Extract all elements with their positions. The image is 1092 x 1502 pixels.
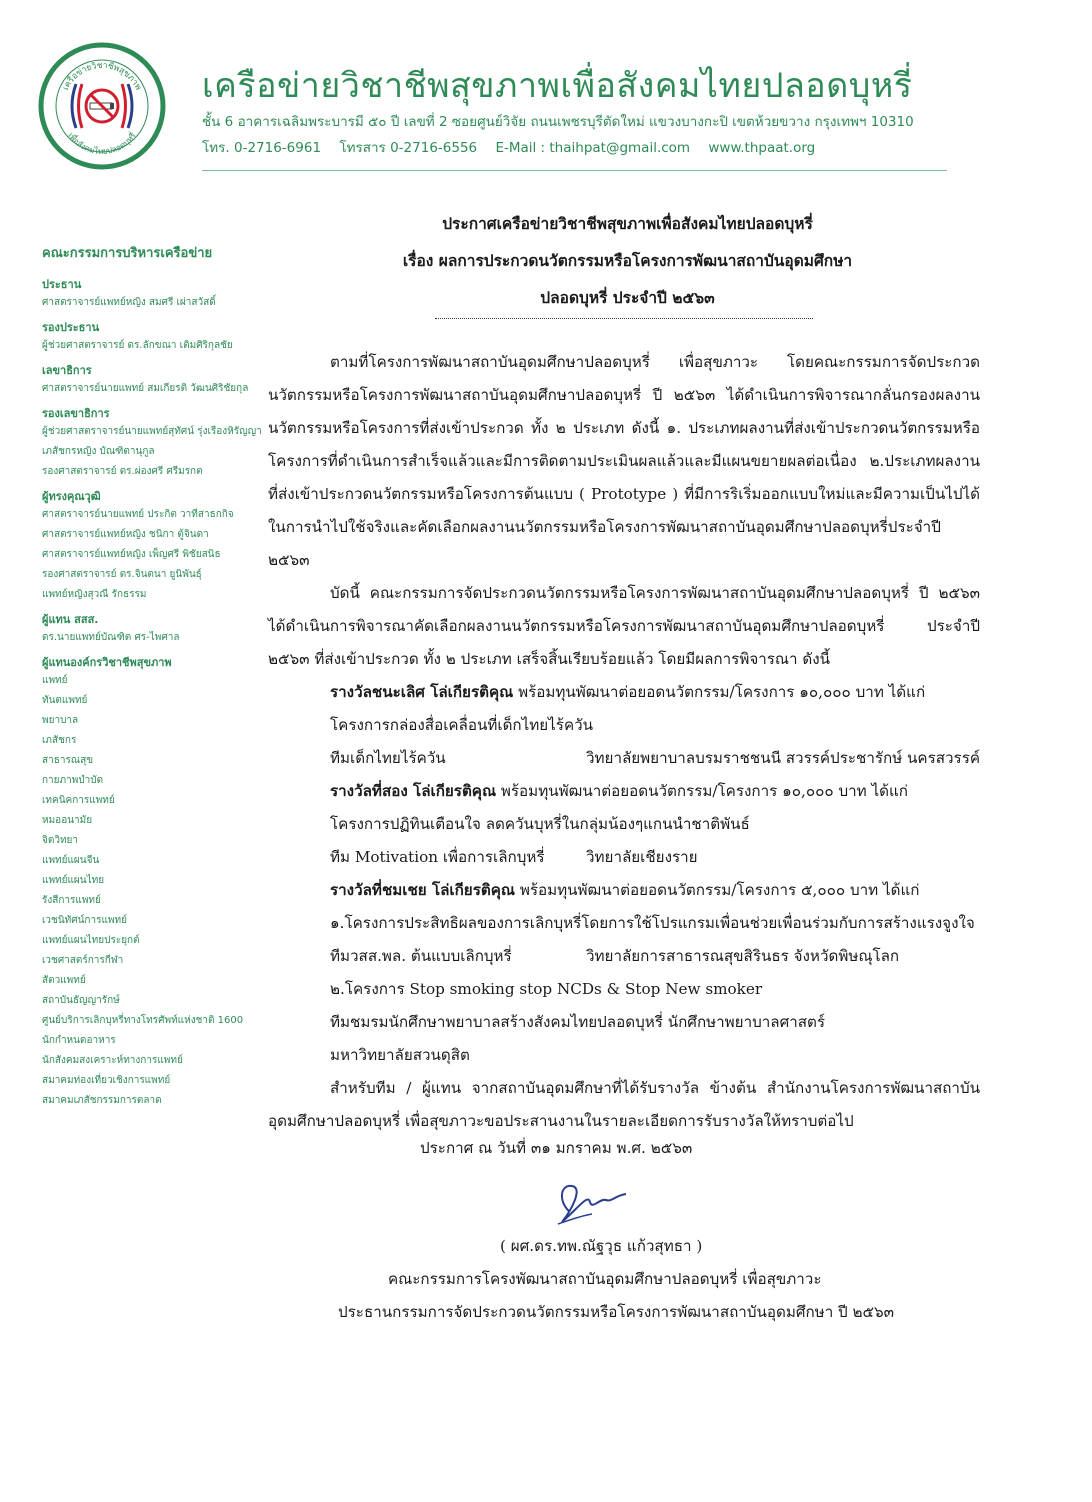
award-honorable-title: รางวัลที่ชมเชย โล่เกียรติคุณ: [330, 881, 515, 899]
fax-number: โทรสาร 0-2716-6556: [339, 140, 478, 156]
organization-address: ชั้น 6 อาคารเฉลิมพระบารมี ๕๐ ปี เลขที่ 2 ซอยศูนย์วิจัย ถนนเพชรบุรีตัดใหม่ แขวงบางกะปิ เขตห้วยขวาง กรุงเทพฯ 10310: [202, 114, 914, 130]
committee-member: พยาบาล: [42, 715, 79, 726]
email-address: E-Mail : thaihpat@gmail.com: [495, 140, 691, 156]
svg-text:เพื่อสังคมไทยปลอดบุหรี่: [66, 129, 138, 156]
award-second-team: ทีม Motivation เพื่อการเลิกบุหรี่: [330, 848, 545, 866]
committee-group: [42, 489, 270, 605]
award-first-team: ทีมเด็กไทยไร้ควัน: [330, 749, 446, 767]
committee-member: ศูนย์บริการเลิกบุหรี่ทางโทรศัพท์แห่งชาติ 1600: [42, 1015, 244, 1026]
award-honorable-institution-1: วิทยาลัยการสาธารณสุขสิรินธร จังหวัดพิษณุโลก: [586, 947, 900, 965]
award-first-institution: วิทยาลัยพยาบาลบรมราชชนนี สวรรค์ประชารักษ์ นครสวรรค์: [586, 749, 981, 767]
award-honorable-project-1: ๑.โครงการประสิทธิผลของการเลิกบุหรี่โดยการใช้โปรแกรมเพื่อนช่วยเพื่อนร่วมกับการสร้างแรงจูงใจ: [330, 914, 975, 932]
committee-group: [42, 406, 270, 482]
paragraph-intro: ตามที่โครงการพัฒนาสถาบันอุดมศึกษาปลอดบุหรี่ เพื่อสุขภาวะ โดยคณะกรรมการจัดประกวดนวัตกรรมหรือโครงการพัฒนาสถาบันอุดมศึกษาปลอดบุหรี่ ปี ๒๕๖๓ ได้ดำเนินการพิจารณากลั่นกรองผลงานนวัตกรรมหรือโครงการที่ส่งเข้าประกวด ทั้ง ๒ ประเภท ดังนี้ ๑. ประเภทผลงานที่ส่งเข้าประกวดนวัตกรรมหรือโครงการที่ดำเนินการสำเร็จแล้วและมีการติดตามประเมินผลแล้วและมีแผนขยายผลต่อเนื่อง ๒.ประเภทผลงานที่ส่งเข้าประกวดนวัตกรรมหรือโครงการต้นแบบ ( Prototype ) ที่มีการริเริ่มออกแบบใหม่และมีความเป็นไปได้ในการนำไปใช้จริงและคัดเลือกผลงานนวัตกรรมหรือโครงการพัฒนาสถาบันอุดมศึกษาปลอดบุหรี่ประจำปี ๒๕๖๓: [268, 353, 980, 569]
committee-group: [42, 320, 270, 356]
award-second-institution: วิทยาลัยเชียงราย: [586, 848, 698, 866]
award-second: [330, 775, 980, 808]
committee-member: ผู้ช่วยศาสตราจารย์ ดร.ลักขณา เติมศิริกุลชัย: [42, 340, 233, 351]
header-divider: [202, 170, 947, 171]
committee-member: สมาคมเภสัชกรรมการตลาด: [42, 1095, 162, 1106]
committee-member: แพทย์: [42, 675, 68, 686]
logo-bottom-text: เพื่อสังคมไทยปลอดบุหรี่: [66, 131, 138, 157]
award-second-desc: พร้อมทุนพัฒนาต่อยอดนวัตกรรม/โครงการ ๑๐,๐๐๐ บาท ได้แก่: [500, 782, 908, 800]
announcement-date: ประกาศ ณ วันที่ ๓๑ มกราคม พ.ศ. ๒๕๖๓: [420, 1139, 693, 1157]
award-first-title: รางวัลชนะเลิศ โล่เกียรติคุณ: [330, 683, 514, 701]
committee-member: สมาคมท่องเที่ยวเชิงการแพทย์: [42, 1075, 171, 1086]
committee-member: แพทย์แผนไทย: [42, 875, 105, 886]
paragraph-result: บัดนี้ คณะกรรมการจัดประกวดนวัตกรรมหรือโครงการพัฒนาสถาบันอุดมศึกษาปลอดบุหรี่ ปี ๒๕๖๓ ได้ดำเนินการพิจารณาคัดเลือกผลงานนวัตกรรมหรือโครงการพัฒนาสถาบันอุดมศึกษาปลอดบุหรี่ ประจำปี ๒๕๖๓ ที่ส่งเข้าประกวด ทั้ง ๒ ประเภท เสร็จสิ้นเรียบร้อยแล้ว โดยมีผลการพิจารณา ดังนี้: [268, 584, 980, 668]
committee-member: แพทย์แผนจีน: [42, 855, 100, 866]
committee-group: [42, 655, 270, 1111]
signer-role-committee: คณะกรรมการโครงพัฒนาสถาบันอุดมศึกษาปลอดบุหรี่ เพื่อสุขภาวะ: [388, 1270, 822, 1288]
website-url: www.thpaat.org: [708, 140, 816, 156]
award-first-desc: พร้อมทุนพัฒนาต่อยอดนวัตกรรม/โครงการ ๑๐,๐๐๐ บาท ได้แก่: [518, 683, 926, 701]
phone-number: โทร. 0-2716-6961: [202, 140, 322, 156]
award-second-title: รางวัลที่สอง โล่เกียรติคุณ: [330, 782, 497, 800]
committee-member: ศาสตราจารย์นายแพทย์ สมเกียรติ วัฒนศิริชัยกุล: [42, 383, 249, 394]
award-second-team-row: [330, 841, 980, 874]
committee-member: ศาสตราจารย์แพทย์หญิง เพ็ญศรี พิชัยสนิธ: [42, 549, 221, 560]
committee-member: ดร.นายแพทย์บัณฑิต ศร-ไพศาล: [42, 632, 180, 643]
committee-member: รองศาสตราจารย์ ดร.ผ่องศรี ศรีมรกต: [42, 466, 203, 477]
committee-member: สถาบันธัญญารักษ์: [42, 995, 120, 1006]
award-honorable-team-row-1: [330, 940, 980, 973]
sidebar-heading: คณะกรรมการบริหารเครือข่าย: [42, 246, 213, 261]
award-honorable-institution-2: มหาวิทยาลัยสวนดุสิต: [330, 1046, 470, 1064]
award-honorable-desc: พร้อมทุนพัฒนาต่อยอดนวัตกรรม/โครงการ ๕,๐๐๐ บาท ได้แก่: [519, 881, 920, 899]
committee-role: ผู้แทนองค์กรวิชาชีพสุขภาพ: [42, 656, 172, 669]
contact-line: [202, 136, 829, 158]
logo-top-text: เครือข่ายวิชาชีพสุขภาพ: [60, 60, 144, 93]
organization-name: เครือข่ายวิชาชีพสุขภาพเพื่อสังคมไทยปลอดบุหรี่: [202, 66, 913, 106]
signer-role-chair: ประธานกรรมการจัดประกวดนวัตกรรมหรือโครงการพัฒนาสถาบันอุดมศึกษา ปี ๒๕๖๓: [338, 1303, 895, 1321]
award-second-project: โครงการปฏิทินเตือนใจ ลดควันบุหรี่ในกลุ่มน้องๆแกนนำชาติพันธ์: [330, 815, 750, 833]
award-honorable: [330, 874, 980, 907]
committee-member: รองศาสตราจารย์ ดร.จินตนา ยูนิพันธุ์: [42, 569, 202, 580]
committee-member: เภสัชกร: [42, 735, 77, 746]
committee-member: เวชนิทัศน์การแพทย์: [42, 915, 127, 926]
signer-name: ( ผศ.ดร.ทพ.ณัฐวุธ แก้วสุทธา ): [500, 1237, 703, 1255]
committee-group: [42, 363, 270, 399]
committee-member: จิตวิทยา: [42, 835, 79, 846]
committee-role: รองประธาน: [42, 321, 100, 334]
announcement-subject-year: ปลอดบุหรี่ ประจำปี ๒๕๖๓: [540, 288, 715, 307]
paragraph-closing: สำหรับทีม / ผู้แทน จากสถาบันอุดมศึกษาที่ได้รับรางวัล ข้างต้น สำนักงานโครงการพัฒนาสถาบันอุดมศึกษาปลอดบุหรี่ เพื่อสุขภาวะขอประสานงานในรายละเอียดการรับรางวัลให้ทราบต่อไป: [268, 1079, 980, 1130]
committee-role: รองเลขาธิการ: [42, 407, 110, 420]
award-honorable-team-2: ทีมชมรมนักศึกษาพยาบาลสร้างสังคมไทยปลอดบุหรี่ นักศึกษาพยาบาลศาสตร์: [330, 1013, 826, 1031]
award-honorable-project-2: ๒.โครงการ Stop smoking stop NCDs & Stop New smoker: [330, 980, 763, 998]
committee-member: ทันตแพทย์: [42, 695, 88, 706]
svg-text:เครือข่ายวิชาชีพสุขภาพ: [61, 60, 143, 92]
committee-member: เวชศาสตร์การกีฬา: [42, 955, 124, 966]
committee-group: [42, 277, 270, 313]
committee-member: กายภาพบำบัด: [42, 775, 104, 786]
committee-member: รังสีการแพทย์: [42, 895, 101, 906]
committee-groups: [42, 277, 270, 1111]
committee-member: ผู้ช่วยศาสตราจารย์นายแพทย์สุทัศน์ รุ่งเรืองหิรัญญา: [42, 426, 262, 437]
award-first-team-row: [330, 742, 980, 775]
committee-group: [42, 612, 270, 648]
committee-member: ศาสตราจารย์แพทย์หญิง สมศรี เผ่าสวัสดิ์: [42, 297, 216, 308]
committee-member: นักสังคมสงเคราะห์ทางการแพทย์: [42, 1055, 183, 1066]
committee-member: เทคนิคการแพทย์: [42, 795, 115, 806]
award-first: [330, 676, 980, 709]
committee-member: สัตวแพทย์: [42, 975, 86, 986]
committee-role: ผู้ทรงคุณวุฒิ: [42, 490, 101, 503]
committee-role: ประธาน: [42, 278, 82, 291]
announcement-title: ประกาศเครือข่ายวิชาชีพสุขภาพเพื่อสังคมไทยปลอดบุหรี่: [442, 214, 813, 233]
committee-role: เลขาธิการ: [42, 364, 92, 377]
committee-member: สาธารณสุข: [42, 755, 94, 766]
committee-role: ผู้แทน สสส.: [42, 613, 99, 626]
committee-member: แพทย์หญิงสุวณี รักธรรม: [42, 589, 147, 600]
committee-member: เภสัชกรหญิง บัณฑิตานุกูล: [42, 446, 155, 457]
committee-sidebar: [42, 242, 270, 1118]
award-honorable-team-1: ทีมวสส.พล. ต้นแบบเลิกบุหรี่: [330, 947, 512, 965]
announcement-subject: เรื่อง ผลการประกวดนวัตกรรมหรือโครงการพัฒนาสถาบันอุดมศึกษา: [402, 251, 853, 270]
committee-member: นักกำหนดอาหาร: [42, 1035, 116, 1046]
committee-member: ศาสตราจารย์นายแพทย์ ประกิต วาทีสาธกกิจ: [42, 509, 234, 520]
handwritten-signature: [540, 1172, 636, 1232]
announcement-body: [268, 346, 980, 1138]
committee-member: แพทย์แผนไทยประยุกต์: [42, 935, 140, 946]
award-first-project: โครงการกล่องสื่อเคลื่อนที่เด็กไทยไร้ควัน: [330, 716, 594, 734]
organization-logo: [38, 42, 166, 170]
committee-member: ศาสตราจารย์แพทย์หญิง ชนิกา ตู้จินดา: [42, 529, 209, 540]
dotted-separator: [435, 318, 813, 319]
committee-member: หมออนามัย: [42, 815, 93, 826]
